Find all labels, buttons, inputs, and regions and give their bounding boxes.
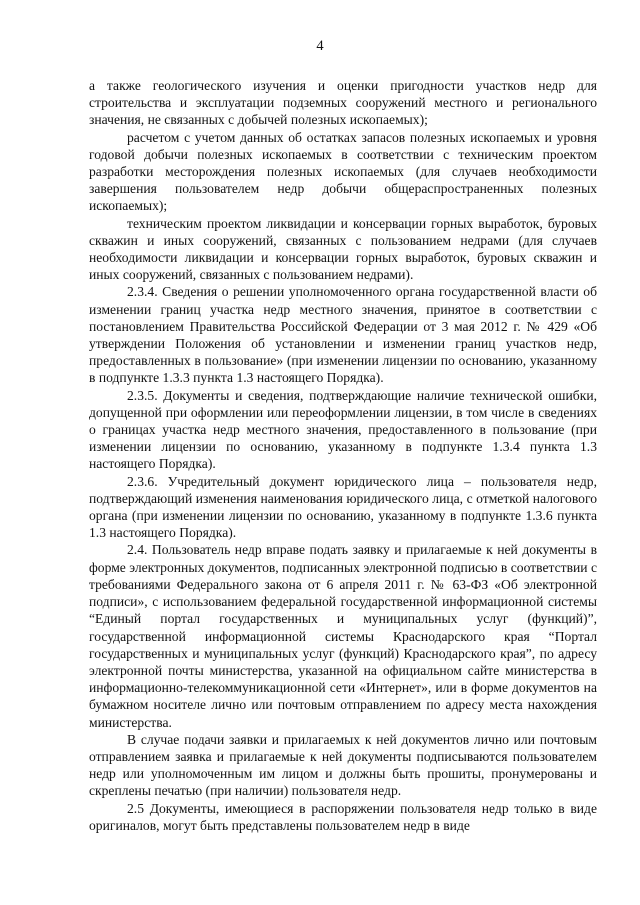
- paragraph-in-person-submission: В случае подачи заявки и прилагаемых к ней документов лично или почтовым отправлением заявка и прилагаемые к ней документы подписываются пользователем недр или уполномоченным им лицом и должны быть прошиты, пронумерованы и скреплены печатью (при наличии) пользователя недр.: [89, 731, 597, 799]
- document-body: [89, 77, 597, 834]
- page-number: 4: [316, 38, 324, 54]
- paragraph-remaining-reserves: расчетом с учетом данных об остатках запасов полезных ископаемых и уровня годовой добычи полезных ископаемых в соответствии с техническим проектом разработки месторождения полезных ископаемых (для случаев необходимости завершения пользователем недр добычи общераспространенных полезных ископаемых);: [89, 129, 597, 214]
- paragraph-2-5: 2.5 Документы, имеющиеся в распоряжении пользователя недр только в виде оригиналов, могут быть представлены пользователем недр в виде: [89, 800, 597, 833]
- paragraph-2-3-6: 2.3.6. Учредительный документ юридического лица – пользователя недр, подтверждающий изменения наименования юридического лица, с отметкой налогового органа (при изменении лицензии по основанию, указанному в подпункте 1.3.6 пункта 1.3 настоящего Порядка).: [89, 473, 597, 541]
- paragraph-liquidation-project: техническим проектом ликвидации и консервации горных выработок, буровых скважин и иных сооружений, связанных с пользованием недрами (для случаев необходимости ликвидации и консервации горных выработок, буровых скважин и иных сооружений, связанных с пользованием недрами).: [89, 215, 597, 283]
- paragraph-continuation: а также геологического изучения и оценки пригодности участков недр для строительства и эксплуатации подземных сооружений местного и регионального значения, не связанных с добычей полезных ископаемых);: [89, 78, 597, 128]
- paragraph-2-3-4: 2.3.4. Сведения о решении уполномоченного органа государственной власти об изменении границ участка недр местного значения, принятое в соответствии с постановлением Правительства Российской Федерации от 3 мая 2012 г. № 429 «Об утверждении Положения об установлении и изменении границ участков недр, предоставленных в пользование» (при изменении лицензии по основанию, указанному в подпункте 1.3.3 пункта 1.3 настоящего Порядка).: [89, 284, 597, 386]
- paragraph-2-4: 2.4. Пользователь недр вправе подать заявку и прилагаемые к ней документы в форме электронных документов, подписанных электронной подписью в соответствии с требованиями Федерального закона от 6 апреля 2011 г. № 63-ФЗ «Об электронной подписи», с использованием федеральной государственной информационной системы “Единый портал государственных и муниципальных услуг (функций)”, государственной информационной системы Краснодарского края “Портал государственных и муниципальных услуг (функций) Краснодарского края”, по адресу электронной почты министерства, указанной на официальном сайте министерства в информационно-телекоммуникационной сети «Интернет», или в форме документов на бумажном носителе лично или почтовым отправлением по адресу места нахождения министерства.: [89, 542, 597, 730]
- paragraph-2-3-5: 2.3.5. Документы и сведения, подтверждающие наличие технической ошибки, допущенной при оформлении или переоформлении лицензии, в том числе в сведениях о границах участка недр местного значения, предоставленного в пользование (при изменении лицензии по основанию, указанному в подпункте 1.3.4 пункта 1.3 настоящего Порядка).: [89, 387, 597, 472]
